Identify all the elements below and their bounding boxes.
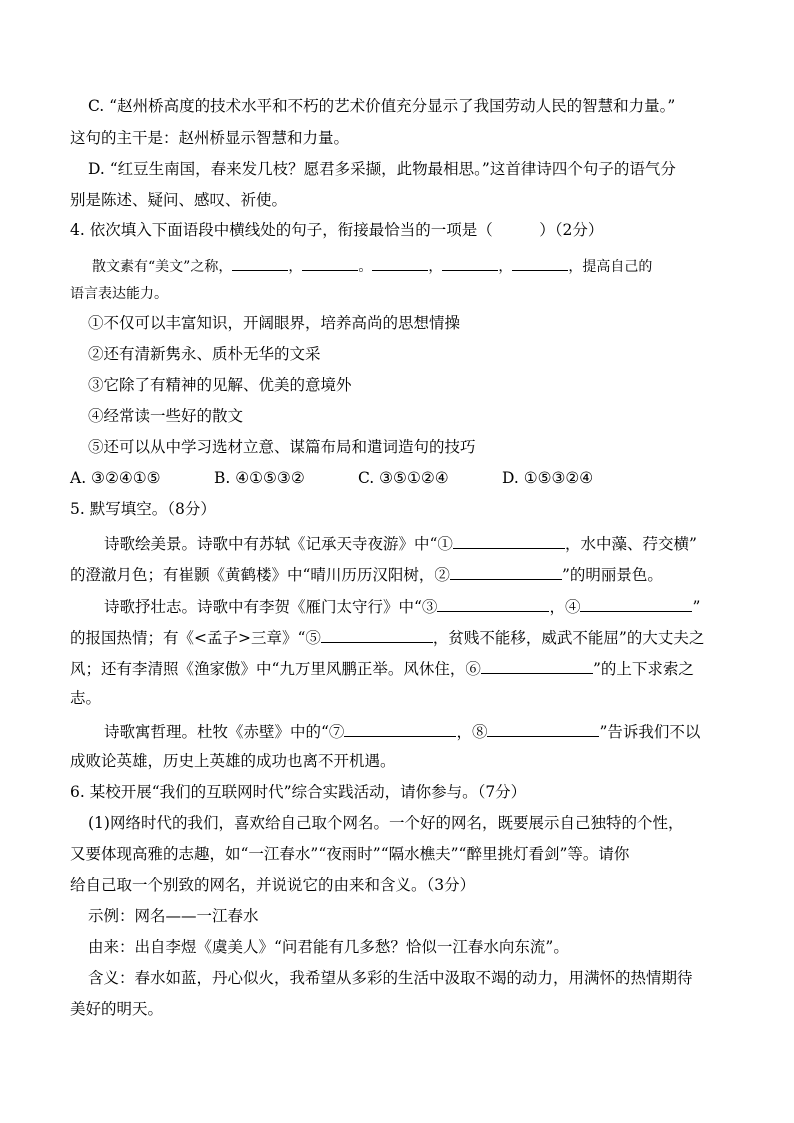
q5-p2-text-f: 风；还有李清照《渔家傲》中“九万里风鹏正举。风休住，⑥ bbox=[70, 660, 481, 678]
q5-p2-line2 bbox=[70, 626, 704, 648]
q4-blank-5 bbox=[512, 254, 568, 271]
q4-options bbox=[70, 468, 730, 488]
q5-p1-text-a: 诗歌绘美景。诗歌中有苏轼《记承天寺夜游》中“① bbox=[104, 535, 453, 553]
q3-option-d-line1: D. “红豆生南国，春来发几枝？愿君多采撷，此物最相思。”这首律诗四个句子的语气分 bbox=[88, 160, 676, 178]
q4-stem: 4. 依次填入下面语段中横线处的句子，衔接最恰当的一项是（ ）（2分） bbox=[70, 221, 604, 239]
q4-blank-2 bbox=[302, 254, 358, 271]
q6-sub1-line2: 又要体现高雅的志趣，如“一江春水”“夜雨时”“隔水樵夫”“醉里挑灯看剑”等。请你 bbox=[70, 845, 630, 863]
q5-p2-line3 bbox=[70, 657, 694, 679]
q6-stem: 6. 某校开展“我们的互联网时代”综合实践活动，请你参与。（7分） bbox=[70, 783, 527, 801]
q4-option-d: D. ①⑤③②④ bbox=[502, 469, 594, 487]
q4-option-a: A. ③②④①⑤ bbox=[70, 469, 161, 487]
q5-p2-text-b: ，④ bbox=[549, 598, 581, 616]
q5-p2-text-a: 诗歌抒壮志。诗歌中有李贺《雁门太守行》中“③ bbox=[104, 598, 438, 616]
q4-passage-line1: 散文素有“美文”之称， ， 。 ， ， ，提高自己的 bbox=[92, 254, 652, 277]
q5-blank-5 bbox=[321, 626, 433, 643]
q5-blank-2 bbox=[450, 563, 562, 580]
q5-p2-text-e: ，贫贱不能移，威武不能屈”的大丈夫之 bbox=[432, 629, 705, 647]
q5-p1-line2 bbox=[70, 563, 663, 585]
q5-blank-7 bbox=[344, 720, 456, 737]
q5-p3-line2: 成败论英雄，历史上英雄的成功也离不开机遇。 bbox=[70, 752, 396, 770]
q4-sentence-4: ④经常读一些好的散文 bbox=[88, 407, 244, 425]
q5-blank-6 bbox=[481, 657, 593, 674]
q4-blank-3 bbox=[372, 254, 428, 271]
q4-sentence-5: ⑤还可以从中学习选材立意、谋篇布局和遣词造句的技巧 bbox=[88, 438, 476, 456]
q5-p2-text-c: ” bbox=[692, 598, 701, 616]
q4-blank-4 bbox=[442, 254, 498, 271]
q5-p1-text-b: ，水中藻、荇交横” bbox=[564, 535, 697, 553]
q5-p1-text-c: 的澄澈月色；有崔颢《黄鹤楼》中“晴川历历汉阳树，② bbox=[70, 566, 450, 584]
q5-p2-line1 bbox=[104, 595, 700, 617]
q4-sentence-3: ③它除了有精神的见解、优美的意境外 bbox=[88, 376, 352, 394]
q4-passage-end: ，提高自己的 bbox=[568, 259, 653, 275]
q4-passage-line2: 语言表达能力。 bbox=[70, 286, 168, 302]
q5-p3-text-b: ，⑧ bbox=[456, 723, 488, 741]
q5-blank-8 bbox=[487, 720, 599, 737]
q5-p3-line1 bbox=[104, 720, 700, 742]
q6-sub1-line1: (1)网络时代的我们，喜欢给自己取个网名。一个好的网名，既要展示自己独特的个性， bbox=[88, 814, 684, 832]
q3-option-d-line2: 别是陈述、疑问、感叹、祈使。 bbox=[70, 191, 288, 209]
q5-p2-text-d: 的报国热情；有《<孟子>三章》“⑤ bbox=[70, 629, 321, 647]
q6-meaning-line1: 含义：春水如蓝，丹心似火，我希望从多彩的生活中汲取不竭的动力，用满怀的热情期待 bbox=[88, 969, 693, 987]
q4-passage-start: 散文素有“美文”之称， bbox=[92, 259, 233, 275]
q4-sentence-1: ①不仅可以丰富知识，开阔眼界，培养高尚的思想情操 bbox=[88, 314, 461, 332]
q5-blank-3 bbox=[437, 595, 549, 612]
q3-option-c-line1: C. “赵州桥高度的技术水平和不朽的艺术价值充分显示了我国劳动人民的智慧和力量。” bbox=[88, 97, 676, 115]
q5-p2-line4: 志。 bbox=[70, 689, 102, 707]
q5-p3-text-c: ”告诉我们不以 bbox=[599, 723, 701, 741]
q4-option-c: C. ③⑤①②④ bbox=[358, 469, 449, 487]
q6-sub1-line3: 给自己取一个别致的网名，并说说它的由来和含义。（3分） bbox=[70, 876, 476, 894]
q6-origin: 由来：出自李煜《虞美人》“问君能有几多愁？恰似一江春水向东流”。 bbox=[88, 938, 569, 956]
q5-p2-text-g: ”的上下求索之 bbox=[592, 660, 694, 678]
q5-blank-4 bbox=[580, 595, 692, 612]
q4-option-b: B. ④①⑤③② bbox=[214, 469, 305, 487]
q6-example: 示例：网名——一江春水 bbox=[88, 907, 259, 925]
q4-blank-1 bbox=[232, 254, 288, 271]
q5-p3-text-a: 诗歌寓哲理。杜牧《赤壁》中的“⑦ bbox=[104, 723, 345, 741]
q5-blank-1 bbox=[453, 532, 565, 549]
q6-meaning-line2: 美好的明天。 bbox=[70, 1000, 164, 1018]
q3-option-c-line2: 这句的主干是：赵州桥显示智慧和力量。 bbox=[70, 129, 350, 147]
q4-sentence-2: ②还有清新隽永、质朴无华的文采 bbox=[88, 345, 321, 363]
q5-stem: 5. 默写填空。（8分） bbox=[70, 500, 216, 518]
q5-p1-text-d: ”的明丽景色。 bbox=[561, 566, 663, 584]
q5-p1-line1 bbox=[104, 532, 697, 554]
